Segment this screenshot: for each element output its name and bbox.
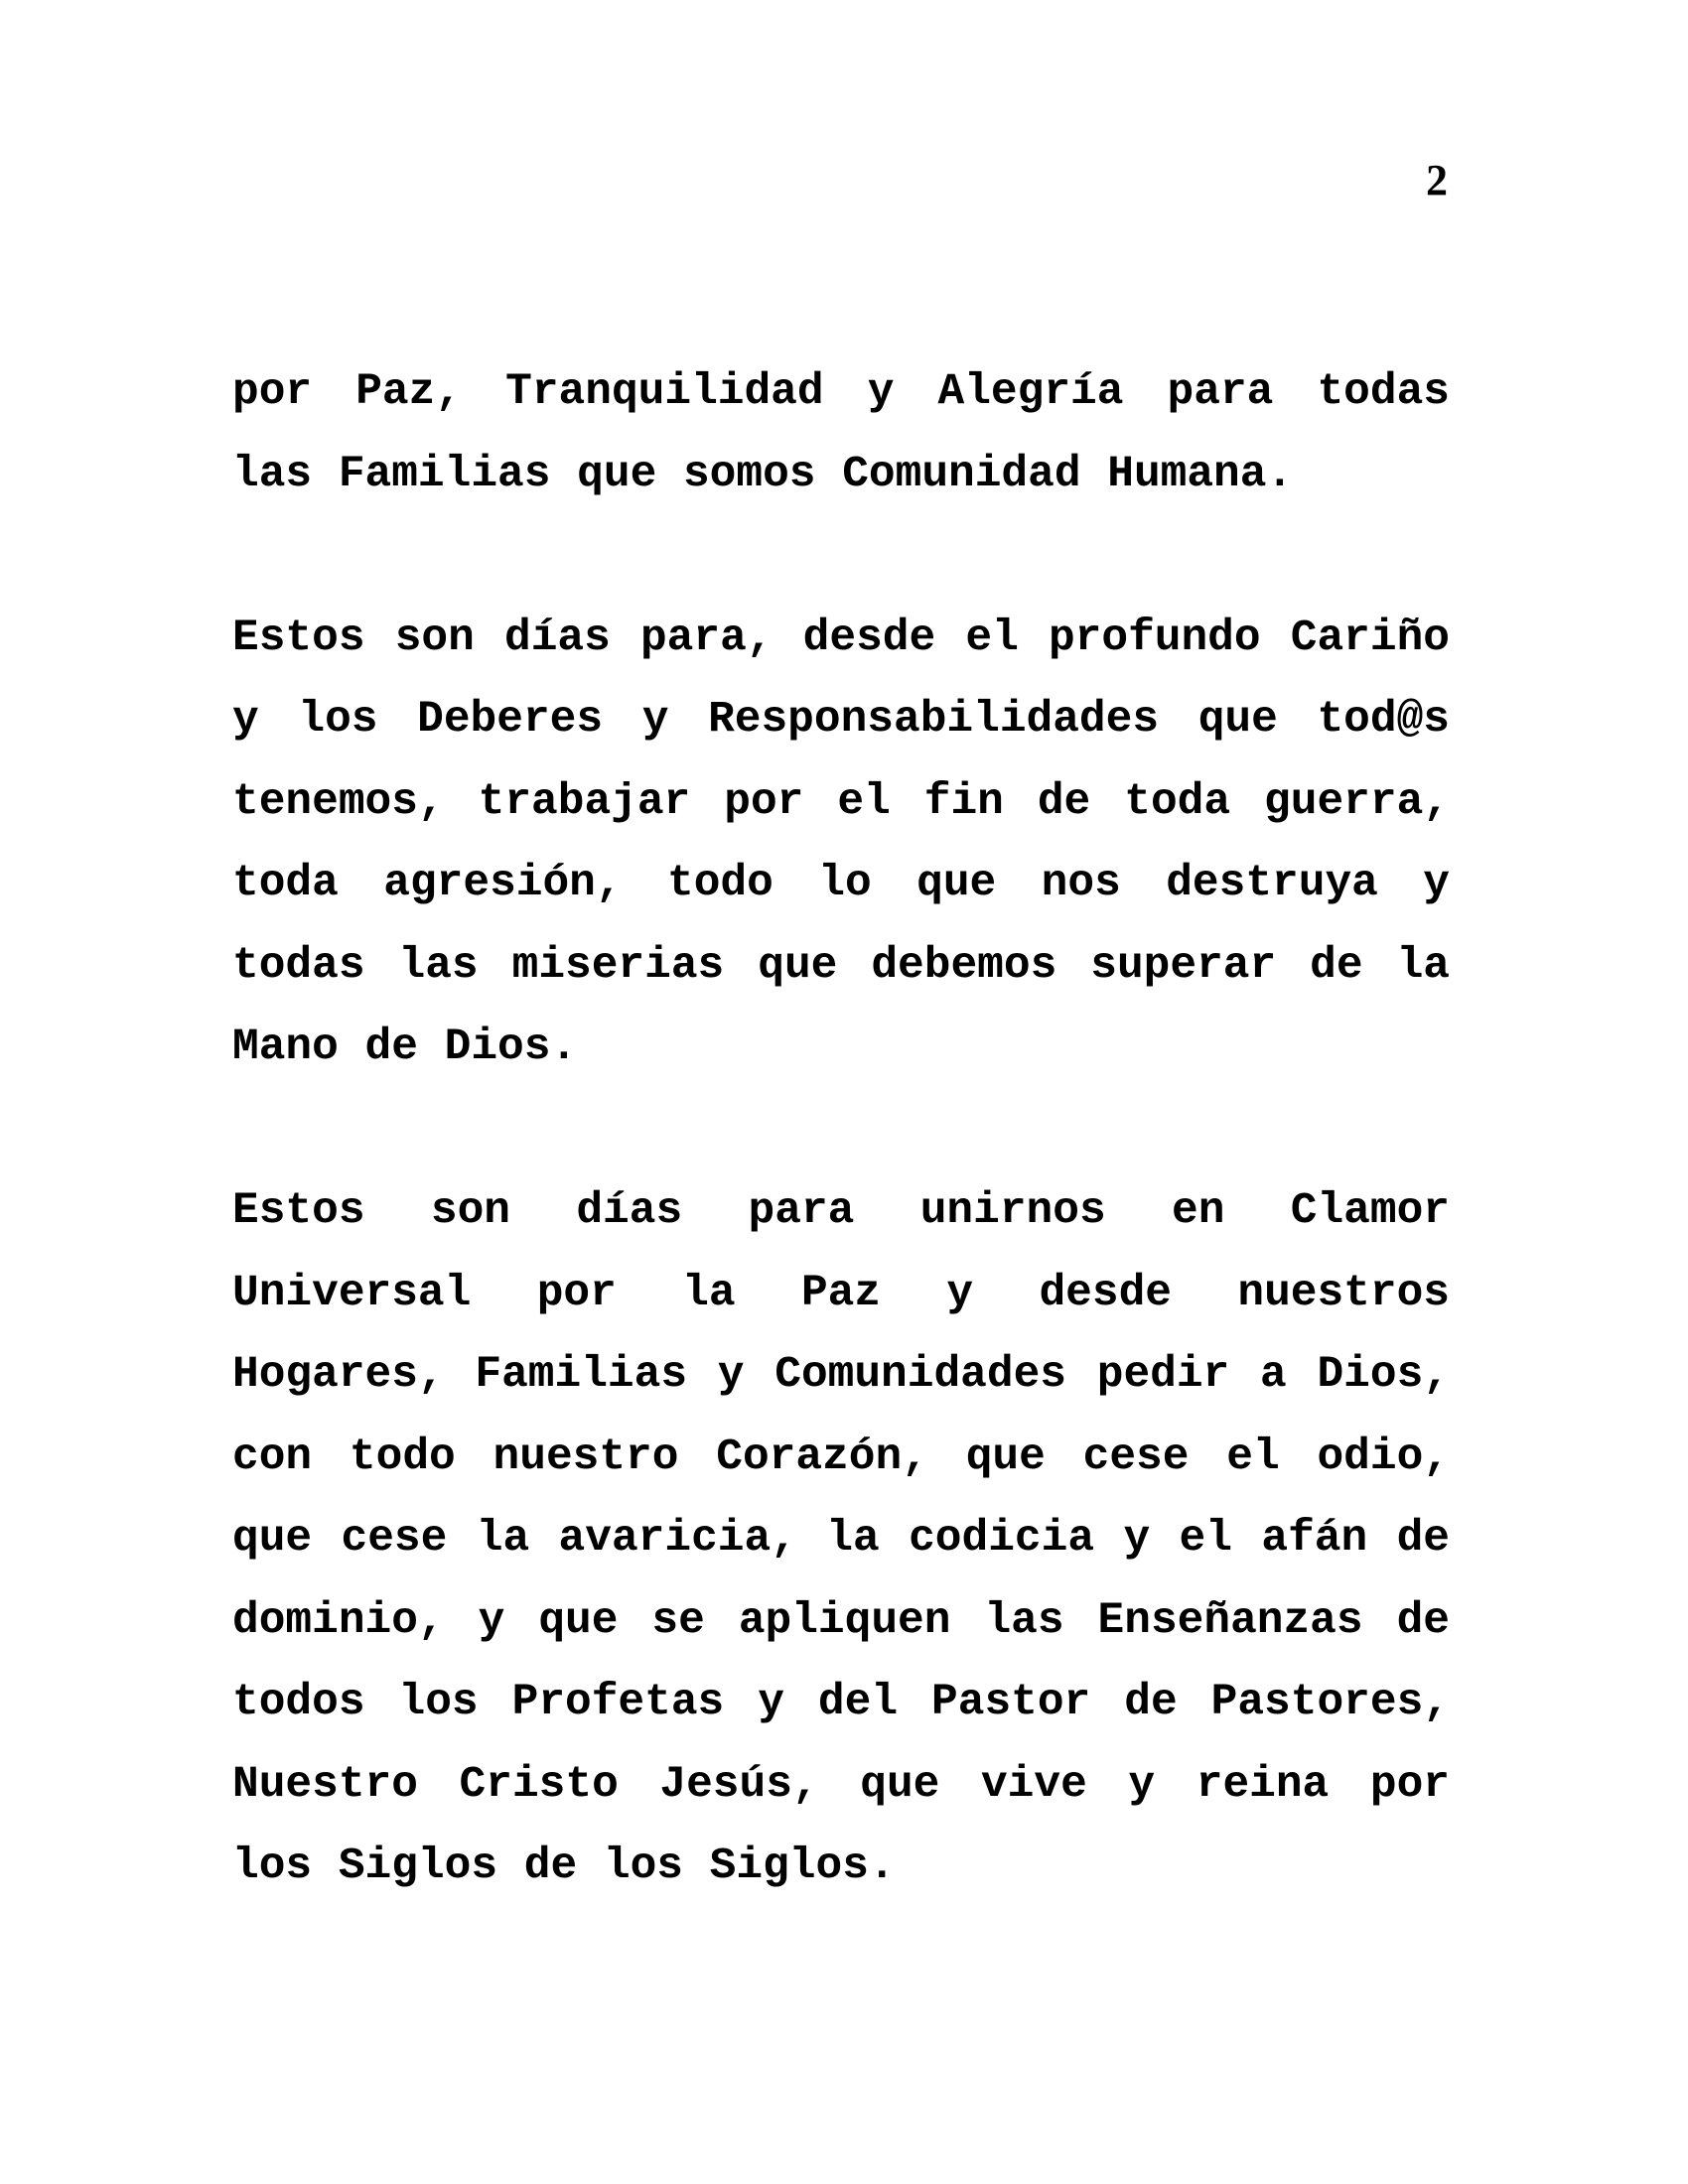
paragraph: Estos son días para unirnos en Clamor Universal por la Paz y desde nuestros Hogares, Familias y Comunidades pedir a Dios, con todo nuestro Corazón, que cese el odio, que cese la avaricia, la codicia y el afán de dominio, y que se apliquen las Enseñanzas de todos los Profetas y del Pastor de Pastores, Nuestro Cristo Jesús, que vive y reina por los Siglos de los Siglos. bbox=[232, 1186, 1450, 1891]
page-number: 2 bbox=[1426, 156, 1448, 205]
document-body bbox=[232, 351, 1450, 1908]
paragraph: por Paz, Tranquilidad y Alegría para todas las Familias que somos Comunidad Humana. bbox=[232, 367, 1450, 499]
paragraph: Estos son días para, desde el profundo Cariño y los Deberes y Responsabilidades que tod@s tenemos, trabajar por el fin de toda guerra, toda agresión, todo lo que nos destruya y todas las miserias que debemos superar de la Mano de Dios. bbox=[232, 613, 1450, 1072]
